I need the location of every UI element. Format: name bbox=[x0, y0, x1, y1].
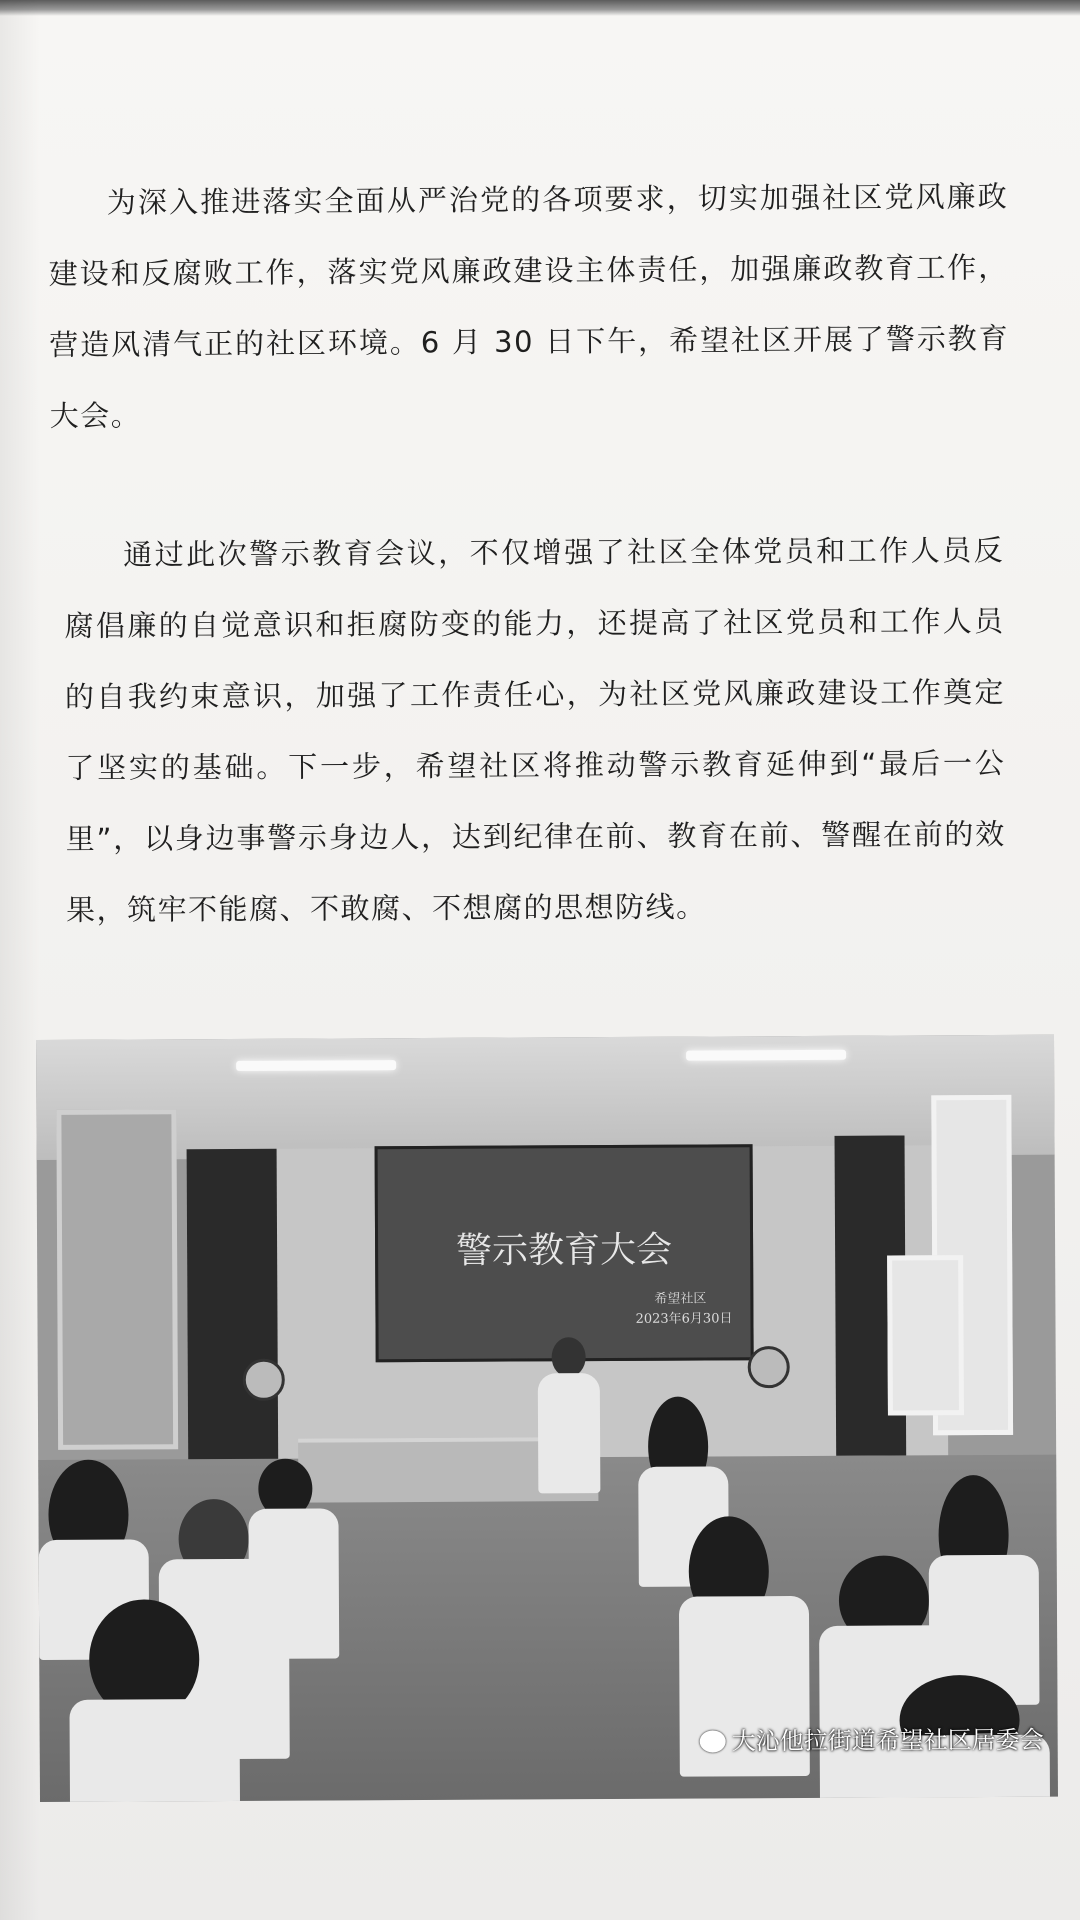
paragraph-2-text: 通过此次警示教育会议，不仅增强了社区全体党员和工作人员反腐倡廉的自觉意识和拒腐防变的能力，还提高了社区党员和工作人员的自我约束意识，加强了工作责任心，为社区党风廉政建设工作奠定了坚实的基础。下一步，希望社区将推动警示教育延伸到“最后一公里”，以身边事警示身边人，达到纪律在前、教育在前、警醒在前的效果，筑牢不能腐、不敢腐、不想腐的思想防线。 bbox=[64, 533, 1006, 927]
meeting-photo bbox=[36, 1035, 1058, 1802]
paragraph-2 bbox=[64, 515, 1006, 946]
ceiling-light bbox=[686, 1050, 846, 1061]
ceiling-light bbox=[236, 1060, 396, 1071]
page-shadow bbox=[0, 0, 40, 1920]
screen-title: 警示教育大会 bbox=[455, 1229, 673, 1272]
paragraph-1-text: 为深入推进落实全面从严治党的各项要求，切实加强社区党风廉政建设和反腐败工作，落实党风廉政建设主体责任，加强廉政教育工作，营造风清气正的社区环境。6 月 30 日下午，希望社区开展了警示教育大会。 bbox=[48, 179, 1010, 433]
screen-date: 2023年6月30日 bbox=[635, 1311, 733, 1327]
fan-icon bbox=[243, 1359, 285, 1401]
projection-screen bbox=[375, 1144, 754, 1362]
door bbox=[56, 1109, 178, 1450]
curtain-left bbox=[187, 1149, 279, 1469]
fan-icon bbox=[748, 1346, 790, 1388]
wechat-icon bbox=[700, 1730, 726, 1752]
watermark-text: 大沁他拉街道希望社区居委会 bbox=[731, 1725, 1044, 1756]
screen-organization: 希望社区 bbox=[654, 1291, 707, 1307]
window-pane bbox=[887, 1255, 964, 1415]
watermark bbox=[700, 1720, 1044, 1757]
paragraph-1 bbox=[48, 161, 1010, 452]
photo-top-edge bbox=[0, 0, 1080, 16]
